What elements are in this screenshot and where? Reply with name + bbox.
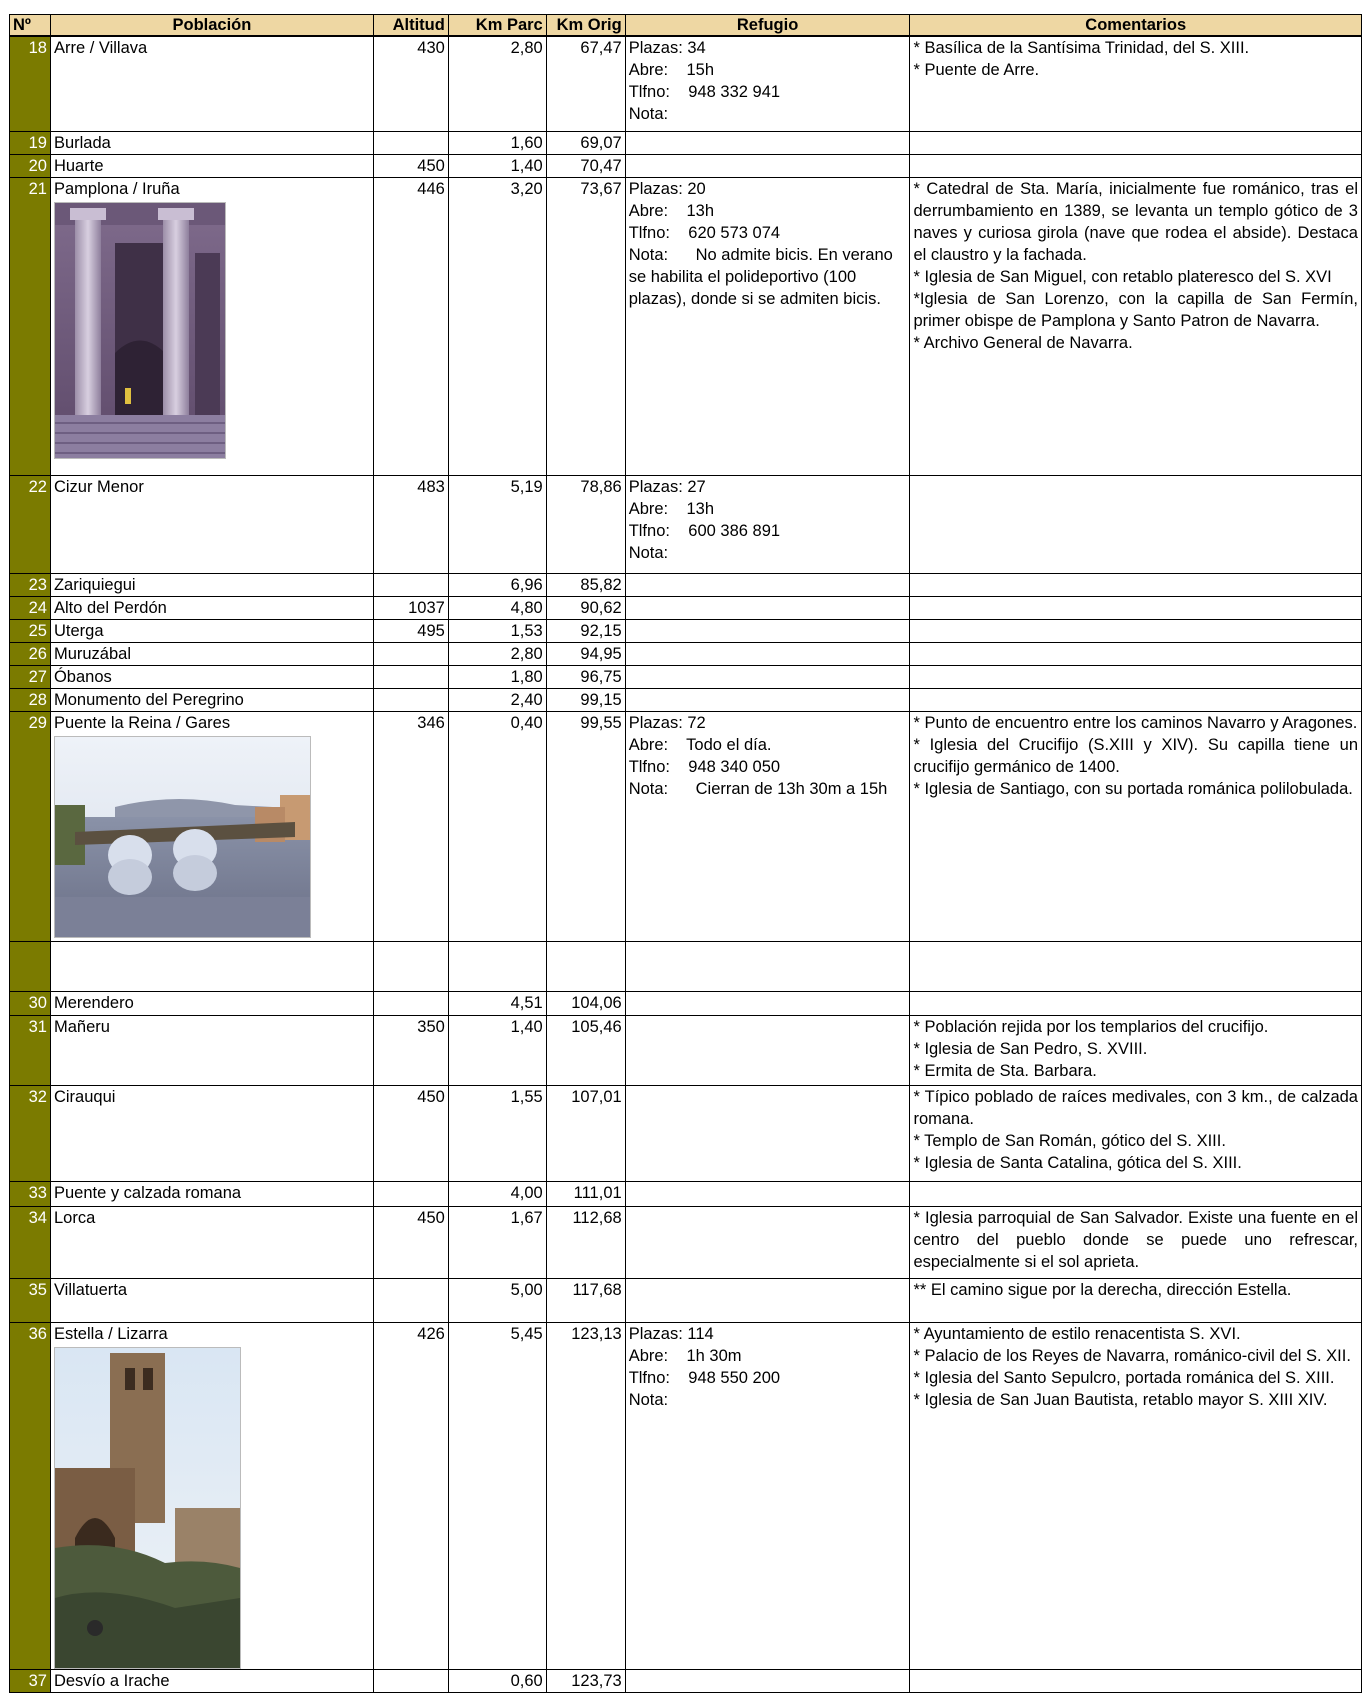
poblacion-name: Zariquiegui — [53, 575, 136, 594]
row-number: 28 — [10, 688, 51, 711]
comentario-line: * Iglesia del Santo Sepulcro, portada románica del S. XIII. — [913, 1368, 1335, 1387]
comentario-line: * Palacio de los Reyes de Navarra, románico-civil del S. XII. — [913, 1346, 1351, 1365]
poblacion-name: Puente la Reina / Gares — [53, 713, 231, 732]
table-row — [10, 1206, 1362, 1278]
poblacion-name: Estella / Lizarra — [53, 1324, 168, 1343]
comentario-line: ** El camino sigue por la derecha, dirección Estella. — [913, 1280, 1292, 1299]
km-orig-cell: 112,68 — [546, 1206, 625, 1278]
refugio-cell — [625, 131, 910, 154]
poblacion-name: Cizur Menor — [53, 477, 144, 496]
km-orig-cell: 96,75 — [546, 665, 625, 688]
poblacion-cell — [50, 1015, 373, 1085]
altitud-cell — [373, 642, 448, 665]
comentarios-cell — [910, 131, 1362, 154]
comentario-line: * Punto de encuentro entre los caminos Navarro y Aragones. — [913, 713, 1358, 732]
km-orig-cell: 90,62 — [546, 596, 625, 619]
poblacion-name: Óbanos — [53, 667, 112, 686]
refugio-cell — [625, 1206, 910, 1278]
poblacion-cell — [50, 596, 373, 619]
table-row — [10, 1669, 1362, 1692]
comentarios-cell — [910, 475, 1362, 573]
refugio-abre: Abre: 13h — [628, 201, 714, 220]
table-row — [10, 131, 1362, 154]
comentarios-cell — [910, 596, 1362, 619]
refugio-nota: Nota: — [628, 543, 669, 562]
row-number: 33 — [10, 1181, 51, 1206]
table-row — [10, 1085, 1362, 1181]
refugio-nota: Nota: — [628, 1390, 669, 1409]
km-parc-cell: 5,00 — [448, 1278, 546, 1322]
header-num: Nº — [10, 15, 51, 37]
km-parc-cell: 4,51 — [448, 991, 546, 1015]
row-number: 23 — [10, 573, 51, 596]
comentarios-cell — [910, 711, 1362, 941]
church-photo — [54, 1347, 241, 1669]
refugio-plazas: Plazas: 27 — [628, 477, 706, 496]
comentario-line: * Iglesia del Crucifijo (S.XIII y XIV). Su capilla tiene un crucifijo germánico de 1400. — [913, 735, 1358, 776]
km-parc-cell: 6,96 — [448, 573, 546, 596]
row-number: 25 — [10, 619, 51, 642]
poblacion-cell — [50, 1181, 373, 1206]
km-parc-cell: 3,20 — [448, 177, 546, 475]
table-row — [10, 177, 1362, 475]
header-km-parc: Km Parc — [448, 15, 546, 37]
comentario-line: * Iglesia de San Juan Bautista, retablo mayor S. XIII XIV. — [913, 1390, 1328, 1409]
poblacion-cell — [50, 1278, 373, 1322]
altitud-cell: 450 — [373, 1085, 448, 1181]
poblacion-name: Lorca — [53, 1208, 96, 1227]
table-row — [10, 36, 1362, 131]
refugio-cell — [625, 475, 910, 573]
km-parc-cell: 2,80 — [448, 36, 546, 131]
table-row — [10, 941, 1362, 991]
row-number: 34 — [10, 1206, 51, 1278]
altitud-cell — [373, 1278, 448, 1322]
table-row — [10, 475, 1362, 573]
refugio-plazas: Plazas: 20 — [628, 179, 706, 198]
refugio-abre: Abre: Todo el día. — [628, 735, 772, 754]
refugio-cell — [625, 596, 910, 619]
km-parc-cell: 1,40 — [448, 1015, 546, 1085]
km-orig-cell: 78,86 — [546, 475, 625, 573]
table-row — [10, 154, 1362, 177]
comentario-line: * Catedral de Sta. María, inicialmente fue románico, tras el derrumbamiento en 1389, se levanta un templo gótico de 3 naves y curiosa girola (nave que rodea el abside). Destaca el claustro y la fachada. — [913, 179, 1358, 264]
comentario-line: * Puente de Arre. — [913, 61, 1040, 79]
poblacion-name: Monumento del Peregrino — [53, 690, 244, 709]
row-number: 22 — [10, 475, 51, 573]
comentarios-cell — [910, 941, 1362, 991]
km-parc-cell: 1,53 — [448, 619, 546, 642]
km-orig-cell: 94,95 — [546, 642, 625, 665]
altitud-cell — [373, 131, 448, 154]
comentario-line: *Iglesia de San Lorenzo, con la capilla de San Fermín, primer obispe de Pamplona y Santo Patron de Navarra. — [913, 289, 1358, 330]
altitud-cell — [373, 1181, 448, 1206]
row-number: 35 — [10, 1278, 51, 1322]
refugio-abre: Abre: 13h — [628, 499, 714, 518]
km-orig-cell: 105,46 — [546, 1015, 625, 1085]
refugio-tlfno: Tlfno: 620 573 074 — [628, 223, 781, 242]
header-altitud: Altitud — [373, 15, 448, 37]
poblacion-cell — [50, 1206, 373, 1278]
km-orig-cell — [546, 941, 625, 991]
km-parc-cell — [448, 941, 546, 991]
altitud-cell: 346 — [373, 711, 448, 941]
refugio-abre: Abre: 1h 30m — [628, 1346, 742, 1365]
poblacion-name: Burlada — [53, 133, 111, 152]
km-orig-cell: 73,67 — [546, 177, 625, 475]
refugio-tlfno: Tlfno: 600 386 891 — [628, 521, 781, 540]
poblacion-name: Mañeru — [53, 1017, 110, 1036]
table-row — [10, 1278, 1362, 1322]
refugio-cell — [625, 1181, 910, 1206]
row-number: 20 — [10, 154, 51, 177]
km-orig-cell: 117,68 — [546, 1278, 625, 1322]
refugio-cell — [625, 688, 910, 711]
table-row — [10, 596, 1362, 619]
poblacion-cell — [50, 665, 373, 688]
altitud-cell — [373, 665, 448, 688]
km-parc-cell: 4,80 — [448, 596, 546, 619]
comentario-line: * Población rejida por los templarios del crucifijo. — [913, 1017, 1269, 1036]
poblacion-cell — [50, 688, 373, 711]
poblacion-name: Villatuerta — [53, 1280, 128, 1299]
comentario-line: * Archivo General de Navarra. — [913, 333, 1133, 352]
comentario-line: * Típico poblado de raíces medivales, con 3 km., de calzada romana. — [913, 1087, 1358, 1128]
row-number — [10, 941, 51, 991]
altitud-cell: 495 — [373, 619, 448, 642]
km-orig-cell: 104,06 — [546, 991, 625, 1015]
refugio-cell — [625, 573, 910, 596]
refugio-cell — [625, 642, 910, 665]
row-number: 29 — [10, 711, 51, 941]
altitud-cell: 426 — [373, 1322, 448, 1669]
table-row — [10, 665, 1362, 688]
refugio-cell — [625, 177, 910, 475]
comentarios-cell — [910, 642, 1362, 665]
table-row — [10, 711, 1362, 941]
refugio-tlfno: Tlfno: 948 332 941 — [628, 83, 781, 101]
km-parc-cell: 1,40 — [448, 154, 546, 177]
refugio-nota: Nota: No admite bicis. En verano se habilita el polideportivo (100 plazas), donde si se admiten bicis. — [628, 245, 898, 308]
km-orig-cell: 123,13 — [546, 1322, 625, 1669]
km-orig-cell: 99,15 — [546, 688, 625, 711]
refugio-cell — [625, 1085, 910, 1181]
poblacion-cell — [50, 1669, 373, 1692]
comentarios-cell — [910, 1669, 1362, 1692]
km-parc-cell: 0,40 — [448, 711, 546, 941]
poblacion-cell — [50, 177, 373, 475]
refugio-tlfno: Tlfno: 948 340 050 — [628, 757, 781, 776]
km-orig-cell: 85,82 — [546, 573, 625, 596]
poblacion-cell — [50, 36, 373, 131]
refugio-cell — [625, 665, 910, 688]
route-table — [9, 14, 1362, 1693]
km-orig-cell: 111,01 — [546, 1181, 625, 1206]
header-refugio: Refugio — [625, 15, 910, 37]
comentarios-cell — [910, 1015, 1362, 1085]
refugio-plazas: Plazas: 72 — [628, 713, 706, 732]
comentarios-cell — [910, 1085, 1362, 1181]
row-number: 21 — [10, 177, 51, 475]
table-row — [10, 573, 1362, 596]
poblacion-cell — [50, 1085, 373, 1181]
altitud-cell: 450 — [373, 154, 448, 177]
row-number: 19 — [10, 131, 51, 154]
km-orig-cell: 69,07 — [546, 131, 625, 154]
refugio-cell — [625, 1015, 910, 1085]
comentario-line: * Iglesia parroquial de San Salvador. Existe una fuente en el centro del pueblo donde se puede uno refrescar, especialmente si el sol aprieta. — [913, 1208, 1358, 1271]
km-parc-cell: 1,67 — [448, 1206, 546, 1278]
km-parc-cell: 4,00 — [448, 1181, 546, 1206]
km-parc-cell: 1,80 — [448, 665, 546, 688]
poblacion-name: Puente y calzada romana — [53, 1183, 242, 1202]
altitud-cell: 430 — [373, 36, 448, 131]
row-number: 36 — [10, 1322, 51, 1669]
refugio-abre: Abre: 15h — [628, 61, 714, 79]
comentario-line: * Templo de San Román, gótico del S. XIII. — [913, 1131, 1226, 1150]
comentario-line: * Iglesia de Santa Catalina, gótica del S. XIII. — [913, 1153, 1242, 1172]
refugio-cell — [625, 36, 910, 131]
poblacion-cell — [50, 131, 373, 154]
row-number: 30 — [10, 991, 51, 1015]
comentarios-cell — [910, 1206, 1362, 1278]
altitud-cell — [373, 573, 448, 596]
comentario-line: * Iglesia de San Miguel, con retablo plateresco del S. XVI — [913, 267, 1332, 286]
km-orig-cell: 107,01 — [546, 1085, 625, 1181]
row-number: 37 — [10, 1669, 51, 1692]
refugio-cell — [625, 154, 910, 177]
header-comentarios: Comentarios — [910, 15, 1362, 37]
km-parc-cell: 5,19 — [448, 475, 546, 573]
poblacion-name: Muruzábal — [53, 644, 132, 663]
comentario-line: * Ermita de Sta. Barbara. — [913, 1061, 1097, 1080]
comentario-line: * Iglesia de Santiago, con su portada románica polilobulada. — [913, 779, 1353, 798]
altitud-cell: 1037 — [373, 596, 448, 619]
poblacion-cell — [50, 475, 373, 573]
row-number: 26 — [10, 642, 51, 665]
bridge-photo — [54, 736, 311, 938]
comentario-line: * Basílica de la Santísima Trinidad, del S. XIII. — [913, 39, 1250, 57]
km-parc-cell: 2,80 — [448, 642, 546, 665]
poblacion-name: Cirauqui — [53, 1087, 116, 1106]
refugio-cell — [625, 991, 910, 1015]
table-row — [10, 1322, 1362, 1669]
altitud-cell — [373, 688, 448, 711]
poblacion-name: Huarte — [53, 156, 104, 175]
km-parc-cell: 2,40 — [448, 688, 546, 711]
refugio-cell — [625, 1278, 910, 1322]
table-row — [10, 619, 1362, 642]
header-poblacion: Población — [50, 15, 373, 37]
refugio-cell — [625, 619, 910, 642]
refugio-nota: Nota: Cierran de 13h 30m a 15h — [628, 779, 888, 798]
altitud-cell: 450 — [373, 1206, 448, 1278]
refugio-plazas: Plazas: 114 — [628, 1324, 714, 1343]
poblacion-name: Alto del Perdón — [53, 598, 167, 617]
poblacion-name: Arre / Villava — [53, 39, 148, 57]
comentarios-cell — [910, 688, 1362, 711]
refugio-plazas: Plazas: 34 — [628, 39, 706, 57]
poblacion-cell — [50, 573, 373, 596]
table-row — [10, 1015, 1362, 1085]
km-orig-cell: 123,73 — [546, 1669, 625, 1692]
km-orig-cell: 67,47 — [546, 36, 625, 131]
km-orig-cell: 99,55 — [546, 711, 625, 941]
poblacion-cell — [50, 1322, 373, 1669]
altitud-cell: 483 — [373, 475, 448, 573]
table-row — [10, 1181, 1362, 1206]
poblacion-name: Merendero — [53, 993, 134, 1012]
refugio-cell — [625, 711, 910, 941]
comentarios-cell — [910, 991, 1362, 1015]
row-number: 18 — [10, 36, 51, 131]
poblacion-cell — [50, 991, 373, 1015]
km-parc-cell: 1,60 — [448, 131, 546, 154]
refugio-cell — [625, 1669, 910, 1692]
poblacion-name: Uterga — [53, 621, 104, 640]
row-number: 31 — [10, 1015, 51, 1085]
comentarios-cell — [910, 619, 1362, 642]
table-row — [10, 642, 1362, 665]
km-parc-cell: 0,60 — [448, 1669, 546, 1692]
refugio-nota: Nota: — [628, 105, 669, 123]
km-orig-cell: 70,47 — [546, 154, 625, 177]
altitud-cell — [373, 991, 448, 1015]
header-km-orig: Km Orig — [546, 15, 625, 37]
poblacion-name: Desvío a Irache — [53, 1671, 170, 1690]
poblacion-cell — [50, 154, 373, 177]
comentarios-cell — [910, 1278, 1362, 1322]
cathedral-photo — [54, 202, 226, 459]
comentarios-cell — [910, 573, 1362, 596]
altitud-cell: 446 — [373, 177, 448, 475]
row-number: 27 — [10, 665, 51, 688]
table-row — [10, 688, 1362, 711]
refugio-cell — [625, 1322, 910, 1669]
altitud-cell: 350 — [373, 1015, 448, 1085]
comentarios-cell — [910, 1322, 1362, 1669]
comentarios-cell — [910, 665, 1362, 688]
comentarios-cell — [910, 36, 1362, 131]
poblacion-cell — [50, 619, 373, 642]
comentarios-cell — [910, 177, 1362, 475]
comentarios-cell — [910, 1181, 1362, 1206]
poblacion-cell — [50, 711, 373, 941]
row-number: 24 — [10, 596, 51, 619]
comentarios-cell — [910, 154, 1362, 177]
poblacion-cell — [50, 642, 373, 665]
altitud-cell — [373, 1669, 448, 1692]
refugio-tlfno: Tlfno: 948 550 200 — [628, 1368, 781, 1387]
table-row — [10, 991, 1362, 1015]
refugio-cell — [625, 941, 910, 991]
header-row — [10, 15, 1362, 37]
comentario-line: * Iglesia de San Pedro, S. XVIII. — [913, 1039, 1148, 1058]
km-parc-cell: 1,55 — [448, 1085, 546, 1181]
km-orig-cell: 92,15 — [546, 619, 625, 642]
poblacion-name: Pamplona / Iruña — [53, 179, 180, 198]
km-parc-cell: 5,45 — [448, 1322, 546, 1669]
altitud-cell — [373, 941, 448, 991]
comentario-line: * Ayuntamiento de estilo renacentista S. XVI. — [913, 1324, 1241, 1343]
row-number: 32 — [10, 1085, 51, 1181]
poblacion-cell — [50, 941, 373, 991]
